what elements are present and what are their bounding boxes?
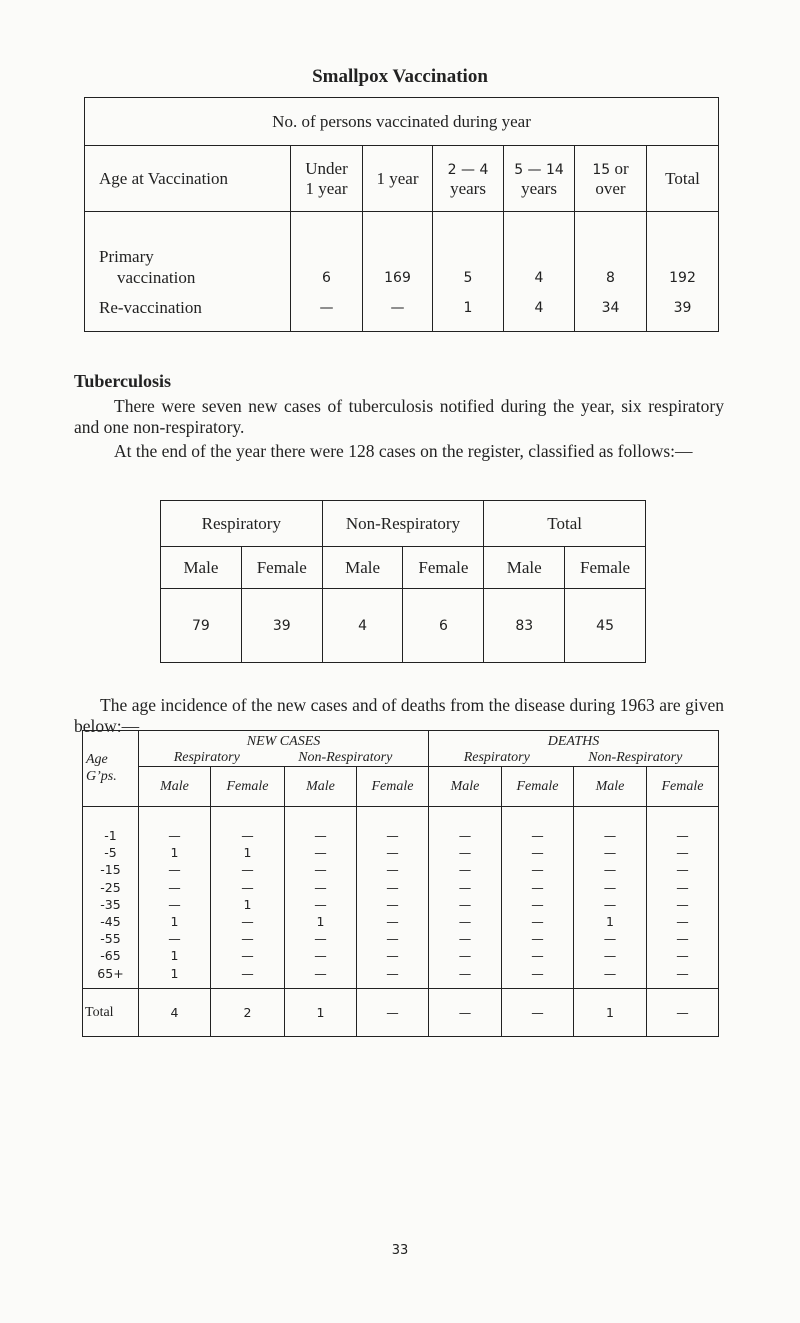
age-group: -35 [100,896,121,912]
table-row [85,212,719,292]
header-1-year: 1 year [363,146,433,212]
table-cell: — [241,965,254,981]
table-cell: — [531,931,544,947]
table-cell: — [386,828,399,843]
table-cell: — [531,862,544,878]
table-cell: — [458,845,472,861]
table-cell: — [314,845,327,861]
table-cell: — [386,845,399,861]
data-column [211,807,285,989]
table-cell: — [458,965,472,981]
vaccination-caption: No. of persons vaccinated during year [85,98,719,146]
total-cell: — [357,989,429,1037]
table-row [85,292,719,332]
age-group: -65 [100,948,121,964]
table-cell: — [386,896,399,912]
table-cell: 192 [647,212,719,292]
total-cell: — [647,989,719,1037]
table-cell: 1 [433,292,504,332]
subheader-male: Male [574,767,647,807]
table-cell: — [314,862,327,878]
age-incidence-table [82,730,719,1037]
table-cell: — [531,828,544,843]
subheader-male: Male [484,547,565,589]
table-cell: — [603,862,617,878]
age-groups-header: Age G’ps. [83,731,139,807]
data-column [357,807,429,989]
age-group-list [83,807,139,989]
table-cell: 1 [243,845,252,861]
table-cell: 4 [504,212,575,292]
table-cell: — [531,845,544,861]
table-cell: 1 [316,914,325,930]
header-15-or-over: 15 or over [575,146,647,212]
group-respiratory: Respiratory [161,501,323,547]
table-cell: — [676,862,689,878]
age-group: 65+ [97,965,124,981]
table-cell: — [168,862,181,878]
table-cell: 169 [363,212,433,292]
table-cell: — [676,896,689,912]
header-age-at-vaccination: Age at Vaccination [85,146,291,212]
table-cell: 1 [170,965,179,981]
smallpox-vaccination-table [84,97,719,334]
table-cell: — [386,965,399,981]
table-cell: — [386,931,399,947]
table-cell: — [676,845,689,861]
table-cell: 5 [433,212,504,292]
table-cell: — [603,879,617,895]
total-cell: — [502,989,574,1037]
page-title: Smallpox Vaccination [312,66,488,87]
tuberculosis-register-table [160,500,646,663]
table-cell: 1 [606,914,614,930]
table-cell: 4 [322,589,403,663]
table-cell: — [314,828,327,843]
table-cell: — [241,879,254,895]
table-cell: 34 [575,292,647,332]
table-cell: — [458,914,472,930]
table-cell: — [241,948,254,964]
data-column [429,807,502,989]
table-cell: — [314,931,327,947]
table-cell: — [241,914,254,930]
data-column [139,807,211,989]
age-group: -45 [100,914,121,930]
table-cell: — [314,896,327,912]
total-cell: 1 [285,989,357,1037]
table-row [161,589,646,663]
header-5-14-years: 5 — 14 years [504,146,575,212]
total-cell: 2 [211,989,285,1037]
table-cell: — [168,931,181,947]
subheader-female: Female [241,547,322,589]
subheader-male: Male [139,767,211,807]
subheader-female: Female [502,767,574,807]
table-cell: 1 [170,948,179,964]
table-cell: 45 [565,589,646,663]
table-cell: 1 [243,896,252,912]
table-cell: — [603,896,617,912]
total-label: Total [83,989,139,1037]
age-group: -15 [100,862,121,878]
table-cell: — [458,931,472,947]
table-cell: 83 [484,589,565,663]
table-cell: 39 [647,292,719,332]
age-group: -5 [104,845,117,861]
table-cell: — [676,965,689,981]
header-under-1-year: Under 1 year [291,146,363,212]
table-cell: — [458,879,472,895]
total-cell: — [429,989,502,1037]
table-cell: 1 [170,845,179,861]
table-cell: — [676,948,689,964]
table-cell: — [458,896,472,912]
age-group: -25 [100,879,121,895]
age-group: -55 [100,931,121,947]
table-cell: — [314,879,327,895]
table-cell: — [531,879,544,895]
table-cell: — [531,965,544,981]
table-cell: — [531,896,544,912]
page-number: 33 [391,1243,409,1258]
subheader-male: Male [429,767,502,807]
table-cell: — [386,914,399,930]
age-incidence-intro: The age incidence of the new cases and of deaths from the disease during 1963 are given below:— [74,695,724,736]
data-column [574,807,647,989]
table-cell: — [458,828,472,843]
tuberculosis-heading: Tuberculosis [74,371,172,391]
table-cell: — [386,862,399,878]
header-total: Total [647,146,719,212]
table-cell: — [241,931,254,947]
table-cell: — [603,828,617,843]
table-cell: — [168,828,181,843]
tuberculosis-paragraph-1: There were seven new cases of tuberculosis notified during the year, six respiratory and one non-respiratory. [74,396,724,437]
data-column [502,807,574,989]
table-cell: — [168,896,181,912]
subheader-female: Female [647,767,719,807]
table-cell: — [676,931,689,947]
header-2-4-years: 2 — 4 years [433,146,504,212]
row-label-revaccination: Re-vaccination [85,292,291,332]
new-cases-header: NEW CASES Respiratory Non-Respiratory [139,731,429,767]
subheader-male: Male [285,767,357,807]
tuberculosis-paragraph-2: At the end of the year there were 128 cases on the register, classified as follows:— [114,441,693,461]
subheader-male: Male [161,547,242,589]
table-cell: — [386,879,399,895]
table-cell: 6 [403,589,484,663]
table-cell: — [676,914,689,930]
data-column [285,807,357,989]
subheader-female: Female [211,767,285,807]
subheader-female: Female [565,547,646,589]
table-cell: — [676,879,689,895]
table-cell: 79 [161,589,242,663]
total-cell: 4 [139,989,211,1037]
subheader-female: Female [357,767,429,807]
table-cell: — [241,828,254,843]
table-cell: — [676,828,689,843]
table-cell: 1 [170,914,179,930]
table-cell: — [458,862,472,878]
table-cell: — [241,862,254,878]
table-cell: — [531,914,544,930]
table-cell: — [458,948,472,964]
group-total: Total [484,501,646,547]
totals-row [83,989,719,1037]
table-cell: 39 [241,589,322,663]
table-cell: — [531,948,544,964]
table-cell: 6 [291,212,363,292]
deaths-header: DEATHS Respiratory Non-Respiratory [429,731,719,767]
subheader-female: Female [403,547,484,589]
table-cell: 4 [504,292,575,332]
table-cell: — [386,948,399,964]
table-cell: 8 [575,212,647,292]
age-data-block [83,807,719,989]
table-cell: — [314,965,327,981]
group-non-respiratory: Non-Respiratory [322,501,484,547]
table-cell: — [603,931,617,947]
table-cell: — [168,879,181,895]
table-cell: — [363,292,433,332]
table-cell: — [291,292,363,332]
table-cell: — [603,965,617,981]
row-label-primary: Primary vaccination [85,212,291,292]
table-cell: — [314,948,327,964]
data-column [647,807,719,989]
age-group: -1 [104,828,117,843]
table-cell: — [603,845,617,861]
subheader-male: Male [322,547,403,589]
total-cell: 1 [574,989,647,1037]
table-cell: — [603,948,617,964]
